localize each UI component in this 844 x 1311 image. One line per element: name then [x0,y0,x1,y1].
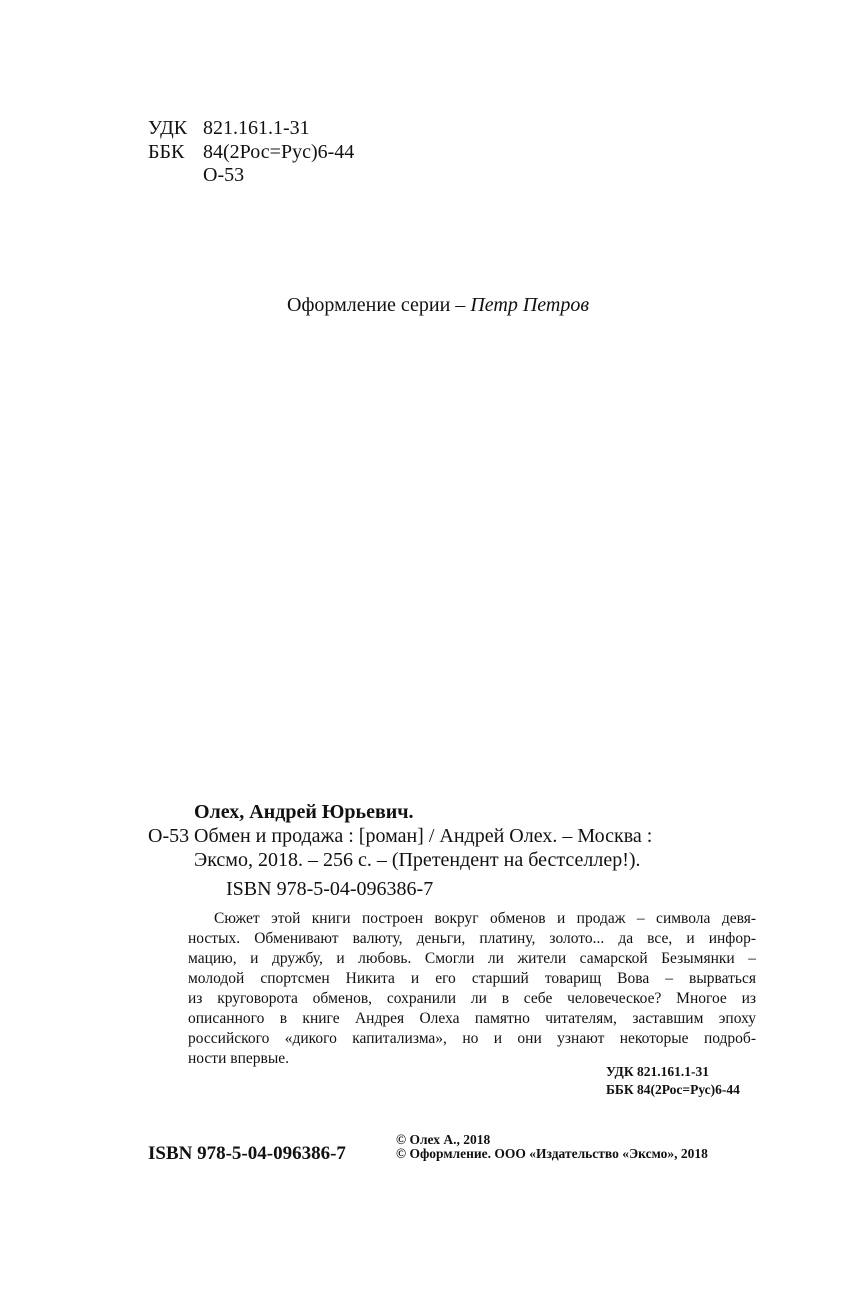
annotation-line: из круговорота обменов, сохранили ли в себе человеческое? Многое из [188,990,756,1007]
annotation-paragraph [188,909,756,1069]
bbk-value: 84(2Рос=Рус)6-44 [203,141,355,163]
series-design-credit [287,293,589,317]
catalog-description-line1: Обмен и продажа : [роман] / Андрей Олех. – Москва : [194,825,653,847]
footer-bbk: ББК 84(2Рос=Рус)6-44 [606,1082,740,1097]
udk-value: 821.161.1-31 [203,117,310,139]
footer-isbn: ISBN 978-5-04-096386-7 [148,1143,346,1164]
series-design-label: Оформление серии – [287,294,466,316]
annotation-line: Сюжет этой книги построен вокруг обменов и продаж – символа девя- [214,910,756,927]
author-mark: О-53 [203,164,245,186]
annotation-line: описанного в книге Андрея Олеха памятно читателям, заставшим эпоху [188,1010,756,1027]
catalog-code: О-53 [148,825,190,847]
catalog-description-line2: Эксмо, 2018. – 256 с. – (Претендент на бестселлер!). [194,849,641,871]
catalog-isbn: ISBN 978-5-04-096386-7 [226,878,434,900]
footer-udk: УДК 821.161.1-31 [606,1064,709,1079]
series-designer-name: Петр Петров [470,294,589,316]
annotation-line: ностых. Обменивают валюту, деньги, платину, золото... да все, и инфор- [188,930,756,947]
copyright-author: © Олех А., 2018 [396,1132,491,1147]
annotation-line: ности впервые. [188,1050,289,1067]
annotation-line: молодой спортсмен Никита и его старший товарищ Вова – вырваться [188,970,756,987]
annotation-line: мацию, и дружбу, и любовь. Смогли ли жители самарской Безымянки – [188,950,756,967]
udk-label: УДК [148,117,188,139]
bbk-label: ББК [148,141,185,163]
catalog-author: Олех, Андрей Юрьевич. [194,801,414,823]
annotation-line: российского «дикого капитализма», но и они узнают некоторые подроб- [188,1030,756,1047]
copyright-design: © Оформление. ООО «Издательство «Эксмо», 2018 [396,1146,708,1161]
